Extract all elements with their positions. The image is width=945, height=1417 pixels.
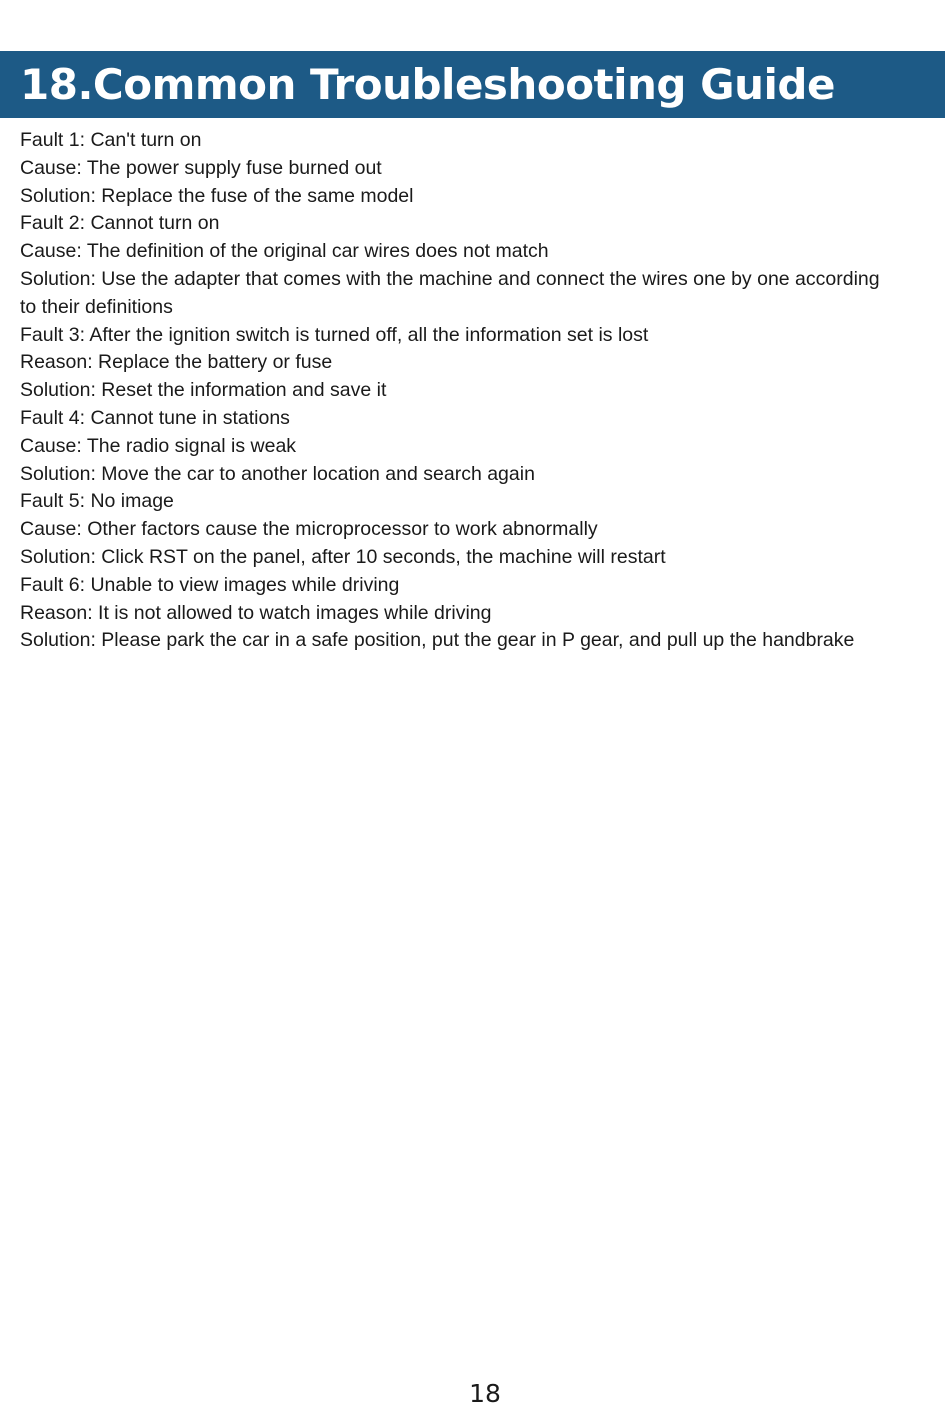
fault-6-line: Fault 6: Unable to view images while driving xyxy=(20,573,400,596)
fault-2-solution-line: Solution: Use the adapter that comes with the machine and connect the wires one by one according to their definitions xyxy=(20,267,880,318)
fault-4-cause-line: Cause: The radio signal is weak xyxy=(20,434,297,457)
page-title: 18.Common Troubleshooting Guide xyxy=(20,60,835,109)
title-banner xyxy=(0,51,945,118)
fault-6-solution-line: Solution: Please park the car in a safe position, put the gear in P gear, and pull up the handbrake xyxy=(20,629,855,652)
fault-5-solution-line: Solution: Click RST on the panel, after 10 seconds, the machine will restart xyxy=(20,545,666,568)
fault-3-solution-line: Solution: Reset the information and save it xyxy=(20,379,387,402)
fault-3-reason-line: Reason: Replace the battery or fuse xyxy=(20,351,333,374)
page-number: 18 xyxy=(469,1379,501,1408)
fault-1-solution-line: Solution: Replace the fuse of the same model xyxy=(20,184,414,207)
fault-2-cause-line: Cause: The definition of the original car wires does not match xyxy=(20,240,549,263)
fault-3-line: Fault 3: After the ignition switch is turned off, all the information set is lost xyxy=(20,323,649,346)
fault-6-reason-line: Reason: It is not allowed to watch images while driving xyxy=(20,601,492,624)
fault-4-line: Fault 4: Cannot tune in stations xyxy=(20,406,290,429)
fault-2-line: Fault 2: Cannot turn on xyxy=(20,212,220,235)
fault-1-cause-line: Cause: The power supply fuse burned out xyxy=(20,156,382,179)
fault-5-cause-line: Cause: Other factors cause the microprocessor to work abnormally xyxy=(20,518,598,541)
troubleshooting-list xyxy=(20,127,900,655)
fault-1-line: Fault 1: Can't turn on xyxy=(20,129,202,151)
fault-5-line: Fault 5: No image xyxy=(20,490,174,513)
fault-4-solution-line: Solution: Move the car to another location and search again xyxy=(20,462,535,485)
